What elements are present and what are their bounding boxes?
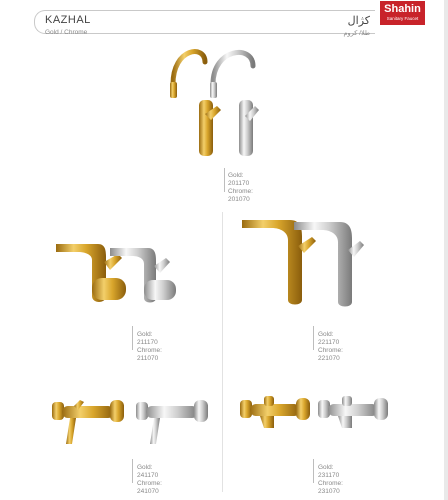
basin-mixer-codes <box>137 331 162 363</box>
chrome-code: Chrome: 241070 <box>137 480 162 495</box>
series-name: KAZHAL <box>45 14 91 26</box>
long-basin-mixer-codes <box>318 331 343 363</box>
chrome-code: Chrome: 211070 <box>137 347 162 362</box>
bath-mixer-gold <box>240 396 310 428</box>
bath-mixer-codes <box>318 464 343 496</box>
label-separator <box>224 168 225 192</box>
logo-tagline: Sanitary Faucet <box>386 16 419 21</box>
gold-code: Gold: 241170 <box>137 464 159 479</box>
series-name-fa: کژال <box>347 15 370 27</box>
section-divider <box>222 212 223 492</box>
kitchen-mixer-gold <box>170 52 221 156</box>
shahin-logo <box>380 1 425 25</box>
chrome-code: Chrome: 231070 <box>318 480 343 495</box>
chrome-code: Chrome: 201070 <box>228 188 253 203</box>
toilet-mixer-gold <box>52 400 124 444</box>
chrome-code: Chrome: 221070 <box>318 347 343 362</box>
label-separator <box>132 326 133 350</box>
long-basin-mixer-gold <box>242 220 316 305</box>
kitchen-mixer-codes <box>228 172 253 204</box>
gold-code: Gold: 201170 <box>228 172 250 187</box>
series-finish-fa: طلا/ کروم <box>343 30 370 37</box>
gold-code: Gold: 221170 <box>318 331 340 346</box>
toilet-mixer-chrome <box>136 400 208 444</box>
basin-mixer-image <box>54 238 184 308</box>
toilet-mixer-image <box>52 396 212 448</box>
kitchen-mixer-chrome <box>210 52 259 156</box>
bath-mixer-chrome <box>318 396 388 428</box>
toilet-mixer-codes <box>137 464 162 496</box>
series-finish: Gold / Chrome <box>45 29 88 36</box>
label-separator <box>313 459 314 483</box>
long-basin-mixer-image <box>240 216 370 308</box>
bath-mixer-image <box>240 394 390 438</box>
gold-code: Gold: 231170 <box>318 464 340 479</box>
page-edge <box>444 0 448 500</box>
gold-code: Gold: 211170 <box>137 331 158 346</box>
kitchen-mixer-image <box>165 44 275 162</box>
long-basin-mixer-chrome <box>294 222 364 307</box>
logo-brand: Shahin <box>384 3 421 15</box>
label-separator <box>132 459 133 483</box>
label-separator <box>313 326 314 350</box>
